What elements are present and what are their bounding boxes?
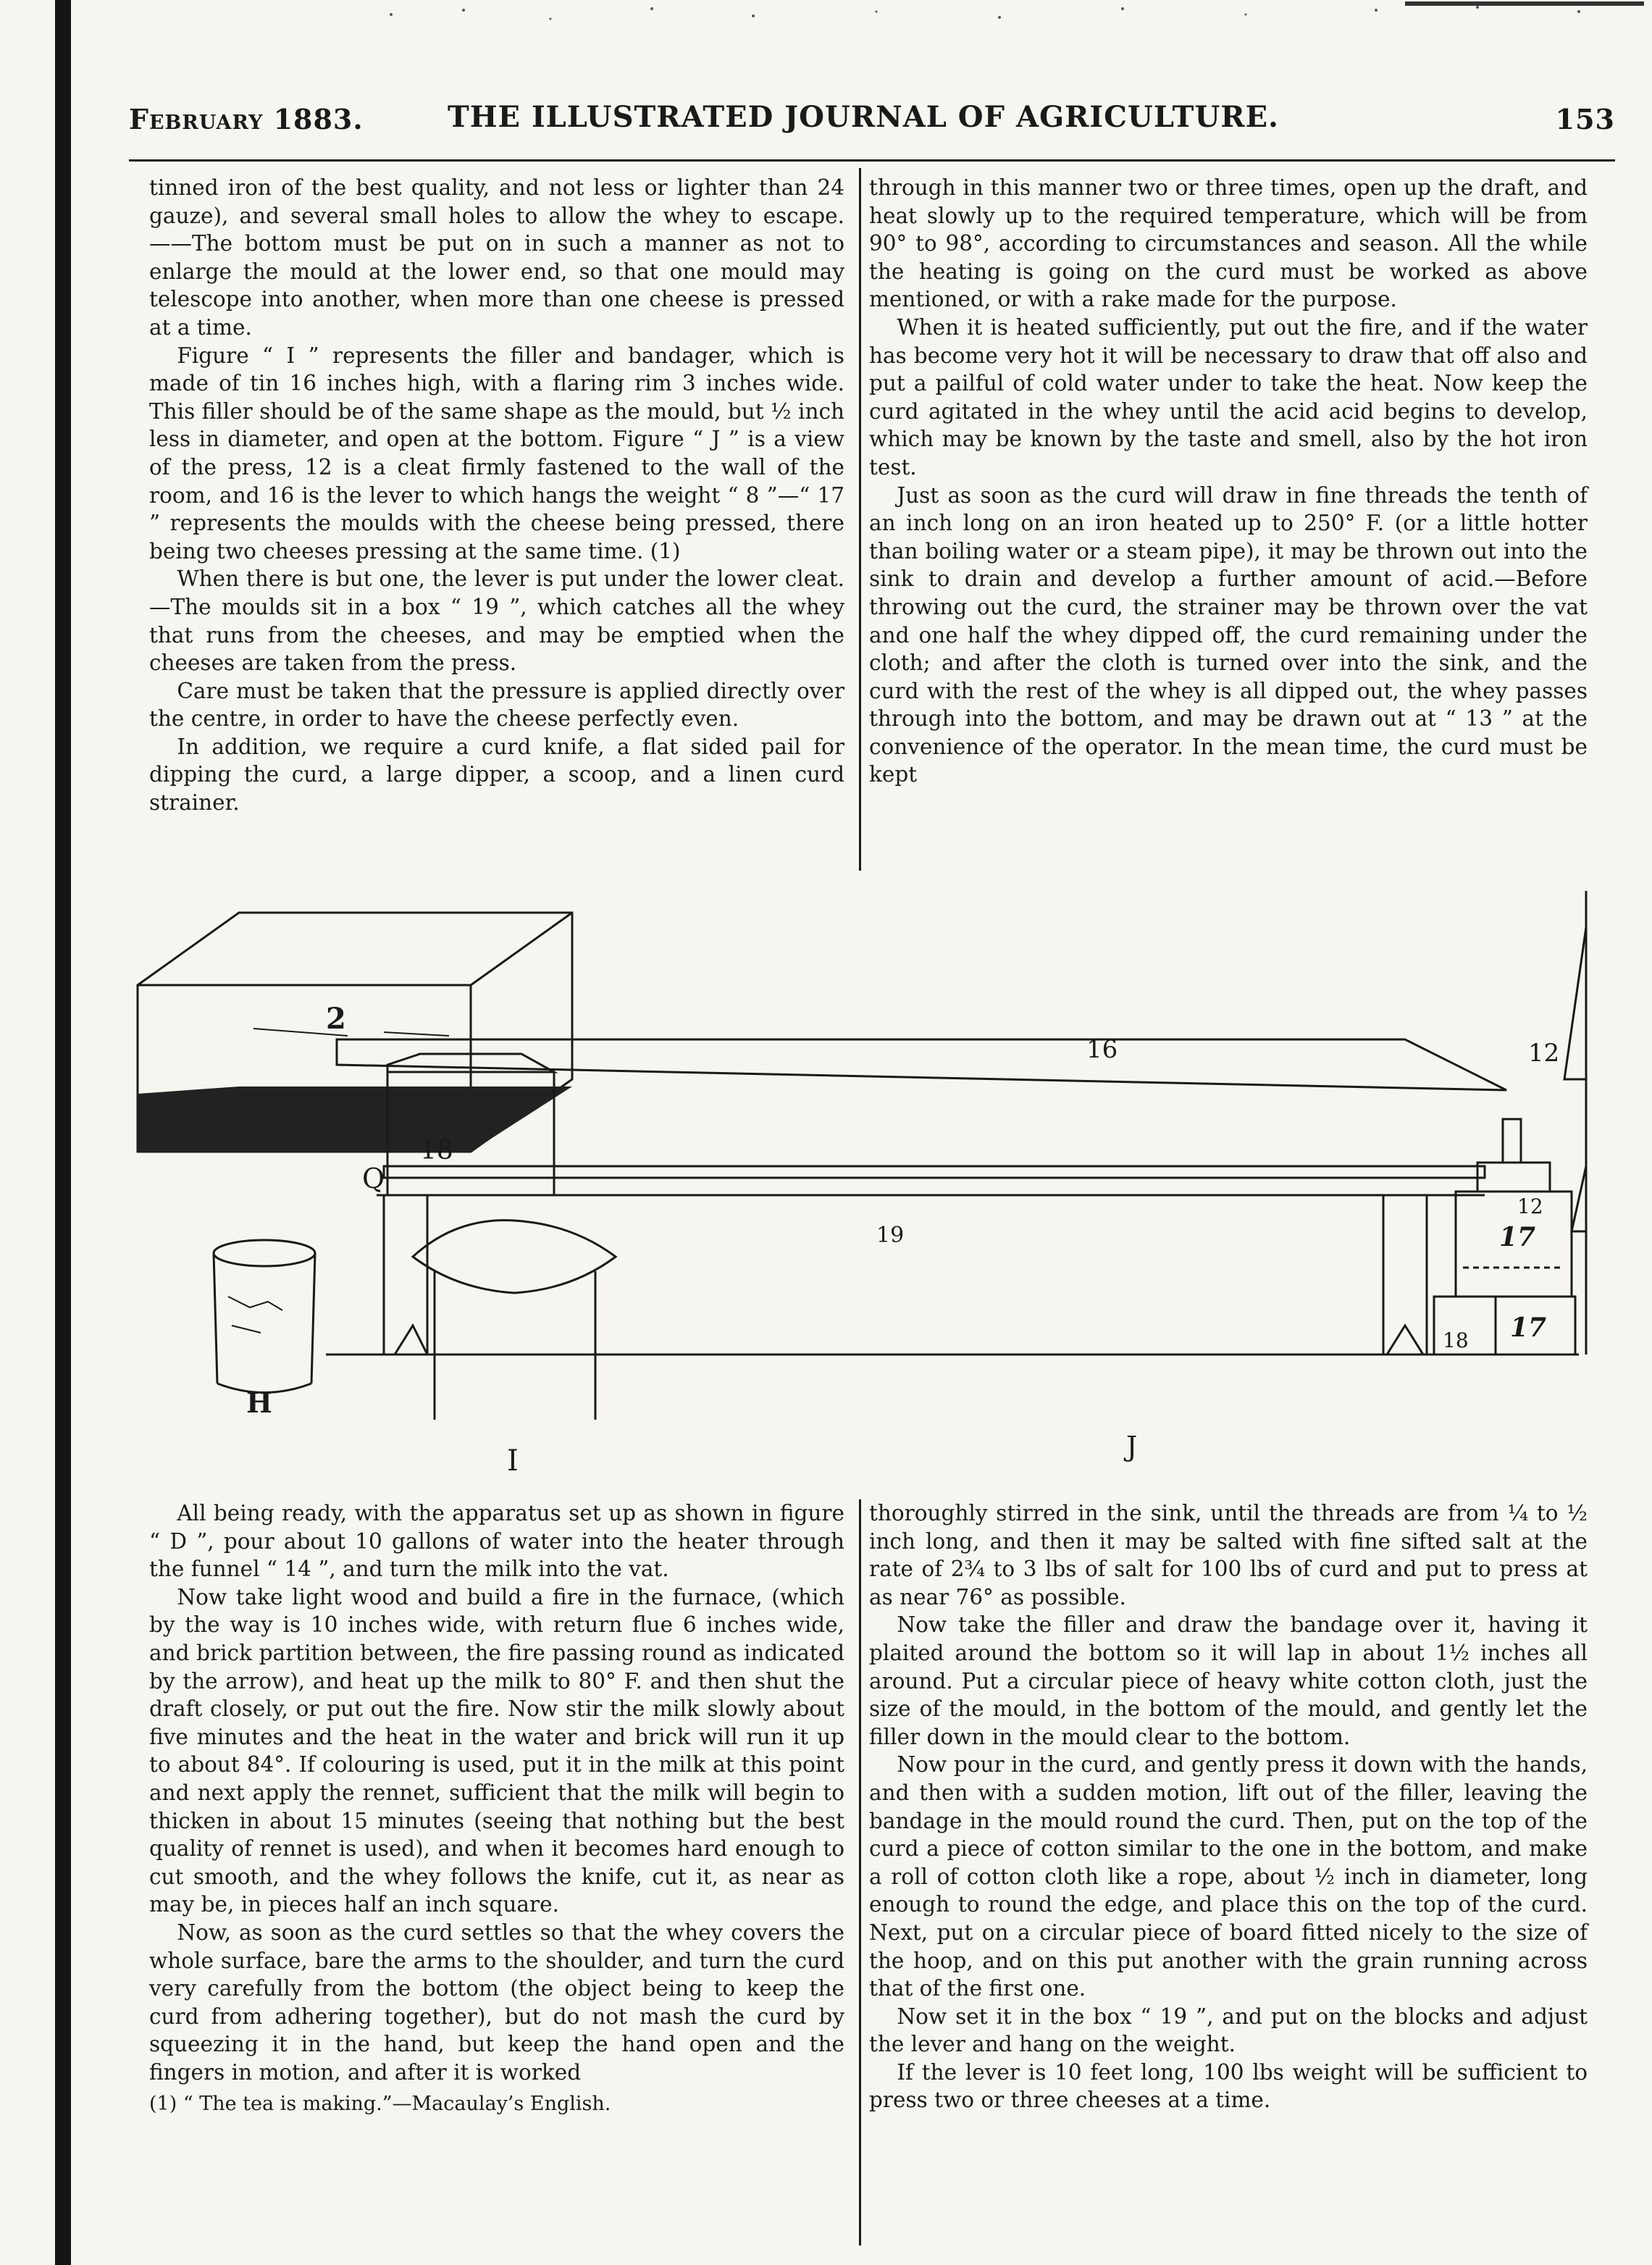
paragraph: Now set it in the box “ 19 ”, and put on the blocks and adjust the lever and hang on the weight.: [869, 2004, 1588, 2057]
block-label: 18: [1443, 1328, 1469, 1352]
box-figure: [138, 913, 572, 1152]
paragraph: Now take light wood and build a fire in the furnace, (which by the way is 10 inches wide, with return flue 6 inches wide, and brick partition between, the fire passing round as indicated by the arrow), and heat up the milk to 80° F. and then shut the draft closely, or put out the fire. Now stir the milk slowly about five minutes and the heat in the water and brick will run it up to about 84°. If colouring is used, put it in the milk at this point and next apply the rennet, sufficient that the milk will begin to thicken in about 15 minutes (seeing that nothing but the best quality of rennet is used), and when it becomes hard enough to cut smooth, and the whey follows the knife, cut it, as near as may be, in pieces half an inch square.: [149, 1584, 844, 1917]
press-caption: J: [1126, 1431, 1138, 1462]
filler-caption: I: [507, 1444, 519, 1478]
cleat-label-lower: 12: [1517, 1194, 1543, 1218]
mould-figure: [214, 1240, 315, 1393]
paragraph: When it is heated sufficiently, put out the fire, and if the water has become very hot it will be necessary to draw that off also and put a pailful of cold water under to take the heat. Now keep the curd agitated in the whey until the acid acid begins to develop, which may be known by the taste and smell, also by the hot iron test.: [869, 314, 1588, 480]
paragraph: When there is but one, the lever is put under the lower cleat.—The moulds sit in a box “ 19 ”, which catches all the whey that runs from the cheeses, and may be emptied when the cheeses are taken from the press.: [149, 566, 844, 676]
paragraph: All being ready, with the apparatus set up as shown in figure “ D ”, pour about 10 gallons of water into the heater through the funnel “ 14 ”, and turn the milk into the vat.: [149, 1501, 844, 1582]
header-rule: [129, 159, 1615, 162]
column-top-right: [869, 174, 1588, 869]
footnote: (1) “ The tea is making.”—Macaulay’s English.: [149, 2093, 611, 2116]
cleat-label-top: 12: [1528, 1039, 1560, 1068]
paragraph: Now pour in the curd, and gently press it down with the hands, and then with a sudden motion, lift out of the filler, leaving the bandage in the mould round the curd. Then, put on the top of the curd a piece of cotton similar to the one in the bottom, and make a roll of cotton cloth like a rope, about ½ inch in diameter, long enough to round the edge, and place this on the top of the curd. Next, put on a circular piece of board fitted nicely to the size of the hoop, and on this put another with the grain running across that of the first one.: [869, 1752, 1588, 2001]
print-speckle: [377, 0, 1651, 29]
column-top-left: [149, 174, 844, 869]
paragraph: tinned iron of the best quality, and not less or lighter than 24 gauze), and several small holes to allow the whey to escape.——The bottom must be put on in such a manner as not to enlarge the mould at the lower end, so that one mould may telescope into another, when more than one cheese is pressed at a time.: [149, 175, 844, 340]
filler-figure: [413, 1221, 616, 1420]
column-divider-bottom: [859, 1499, 861, 2245]
paragraph: If the lever is 10 feet long, 100 lbs weight will be sufficient to press two or three cheeses at a time.: [869, 2059, 1588, 2113]
paragraph: thoroughly stirred in the sink, until the threads are from ¼ to ½ inch long, and then it may be salted with fine sifted salt at the rate of 2¾ to 3 lbs of salt for 100 lbs of curd and put to press at as near 76° as possible.: [869, 1501, 1588, 1609]
page-number: 153: [1555, 103, 1615, 135]
box-caption: Q: [362, 1163, 385, 1194]
column-bottom-left: [149, 1499, 844, 2238]
mould-label-upper: 17: [1499, 1222, 1536, 1252]
apparatus-illustration: [109, 891, 1601, 1485]
paragraph: In addition, we require a curd knife, a flat sided pail for dipping the curd, a large dipper, a scoop, and a linen curd strainer.: [149, 734, 844, 816]
paragraph: Just as soon as the curd will draw in fine threads the tenth of an inch long on an iron heated up to 250° F. (or a little hotter than boiling water or a steam pipe), it may be thrown out into the sink to drain and develop a further amount of acid.—Before throwing out the curd, the strainer may be thrown over the vat and one half the whey dipped off, the curd remaining under the cloth; and after the cloth is turned over into the sink, and the curd with the rest of the whey is all dipped out, the whey passes through into the bottom, and may be drawn out at “ 13 ” at the convenience of the operator. In the mean time, the curd must be kept: [869, 482, 1588, 787]
bench-label: 19: [876, 1223, 905, 1248]
box-number-label: 2: [326, 1002, 346, 1036]
page-header: [129, 94, 1615, 145]
lever-label: 16: [1086, 1035, 1118, 1064]
paragraph: Figure “ I ” represents the filler and bandager, which is made of tin 16 inches high, with a flaring rim 3 inches wide. This filler should be of the same shape as the mould, but ½ inch less in diameter, and open at the bottom. Figure “ J ” is a view of the press, 12 is a cleat firmly fastened to the wall of the room, and 16 is the lever to which hangs the weight “ 8 ”—“ 17 ” represents the moulds with the cheese being pressed, there being two cheeses pressing at the same time. (1): [149, 343, 844, 564]
issue-date: February 1883.: [129, 103, 364, 135]
paragraph: Now take the filler and draw the bandage over it, having it plaited around the bottom so it will lap in about 1½ inches all around. Put a circular piece of heavy white cotton cloth, just the size of the mould, in the bottom of the mould, and gently let the filler down in the mould clear to the bottom.: [869, 1612, 1588, 1749]
column-divider-top: [859, 168, 861, 871]
paragraph: Now, as soon as the curd settles so that the whey covers the whole surface, bare the arms to the shoulder, and turn the curd very carefully from the bottom (the object being to keep the curd from adhering together), but do not mash the curd by squeezing it in the hand, but keep the hand open and the fingers in motion, and after it is worked: [149, 1919, 844, 2085]
journal-title: THE ILLUSTRATED JOURNAL OF AGRICULTURE.: [448, 100, 1279, 134]
figures-plate: [109, 891, 1601, 1485]
weight-label: 18: [420, 1136, 453, 1165]
mould-caption: H: [246, 1386, 272, 1419]
paragraph: through in this manner two or three times, open up the draft, and heat slowly up to the required temperature, which will be from 90° to 98°, according to circumstances and season. All the while the heating is going on the curd must be worked as above mentioned, or with a rake made for the purpose.: [869, 175, 1588, 312]
mould-label-lower: 17: [1510, 1312, 1547, 1343]
column-bottom-right: [869, 1499, 1588, 2209]
paragraph: Care must be taken that the pressure is applied directly over the centre, in order to have the cheese perfectly even.: [149, 678, 844, 732]
binding-edge: [55, 0, 71, 2265]
